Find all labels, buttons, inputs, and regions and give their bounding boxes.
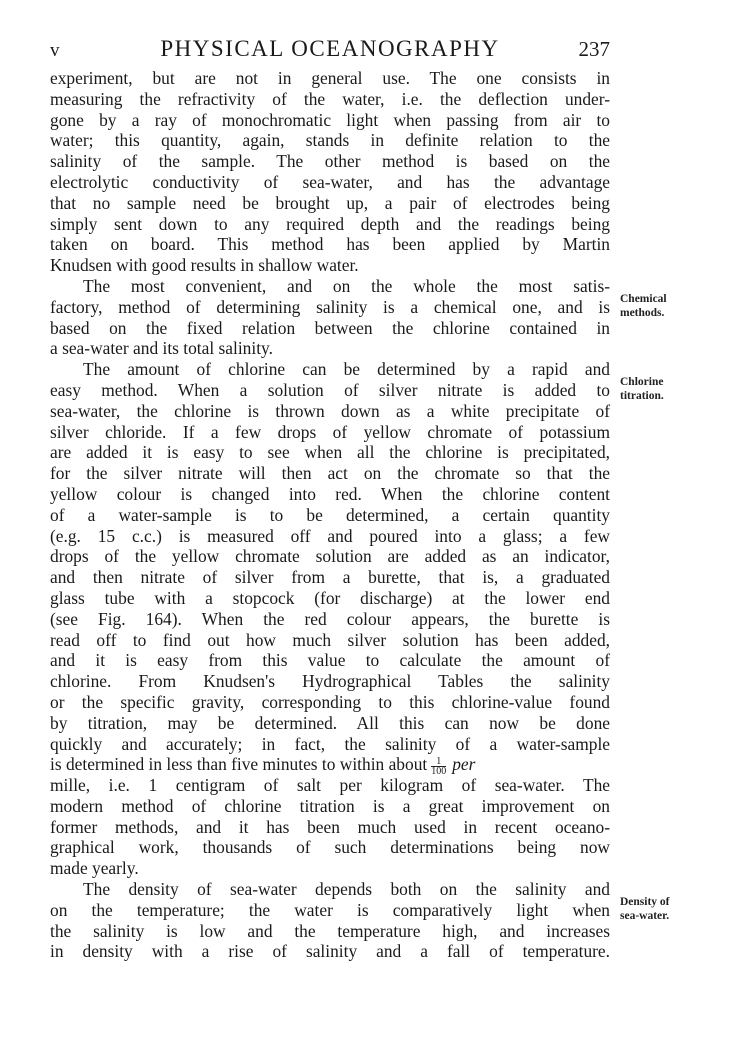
text-line: yellow colour is changed into red. When the chlorine content (50, 483, 610, 504)
running-header (50, 36, 610, 70)
text-line: salinity of the sample. The other method is based on the (50, 151, 610, 172)
text-line: silver chloride. If a few drops of yellow chromate of potassium (50, 421, 610, 442)
text-line: are added it is easy to see when all the chlorine is precipitated, (50, 442, 610, 463)
text-line-start: is determined in less than five minutes to within about (50, 754, 428, 775)
fraction-one-hundredth (431, 757, 446, 776)
text-line: for the silver nitrate will then act on the chromate so that the (50, 463, 610, 484)
text-line: measuring the refractivity of the water, i.e. the deflection under- (50, 88, 610, 109)
text-line: by titration, may be determined. All this can now be done (50, 712, 610, 733)
text-line: electrolytic conductivity of sea-water, and has the advantage (50, 171, 610, 192)
text-line: read off to find out how much silver solution has been added, (50, 629, 610, 650)
text-line: that no sample need be brought up, a pair of electrodes being (50, 192, 610, 213)
text-line: modern method of chlorine titration is a great improvement on (50, 795, 610, 816)
text-line: in density with a rise of salinity and a fall of temperature. (50, 941, 610, 962)
text-line: sea-water, the chlorine is thrown down as a white precipitate of (50, 400, 610, 421)
text-line: simply sent down to any required depth and the readings being (50, 213, 610, 234)
sidenote-line: Chemical (620, 293, 667, 305)
text-line: mille, i.e. 1 centigram of salt per kilogram of sea-water. The (50, 775, 610, 796)
text-line: graphical work, thousands of such determinations being now (50, 837, 610, 858)
sidenote-line: sea-water. (620, 910, 670, 922)
text-line: factory, method of determining salinity is a chemical one, and is (50, 296, 610, 317)
fraction-denominator: 100 (431, 765, 447, 777)
text-line: easy method. When a solution of silver nitrate is added to (50, 379, 610, 400)
sidenote-density-of-sea-water (620, 895, 670, 923)
sidenote-line: methods. (620, 307, 665, 319)
text-line: The amount of chlorine can be determined by a rapid and (83, 359, 610, 380)
text-line: water; this quantity, again, stands in definite relation to the (50, 130, 610, 151)
sidenote-chemical-methods (620, 292, 667, 320)
text-line: quickly and accurately; in fact, the salinity of a water-sample (50, 733, 610, 754)
text-line: based on the fixed relation between the chlorine contained in (50, 317, 610, 338)
text-line: (e.g. 15 c.c.) is measured off and poured into a glass; a few (50, 525, 610, 546)
text-line: chlorine. From Knudsen's Hydrographical Tables the salinity (50, 671, 610, 692)
text-line: The density of sea-water depends both on the salinity and (83, 879, 610, 900)
text-line: (see Fig. 164). When the red colour appears, the burette is (50, 608, 610, 629)
text-line: and it is easy from this value to calculate the amount of (50, 650, 610, 671)
text-line: former methods, and it has been much used in recent oceano- (50, 816, 610, 837)
text-line: glass tube with a stopcock (for discharge) at the lower end (50, 587, 610, 608)
italic-per: per (452, 754, 476, 775)
text-line: on the temperature; the water is comparatively light when (50, 899, 610, 920)
sidenote-line: titration. (620, 390, 664, 402)
body-text (50, 68, 610, 962)
text-line-with-fraction (50, 754, 610, 775)
text-line: The most convenient, and on the whole the most satis- (83, 275, 610, 296)
text-line: Knudsen with good results in shallow water. (50, 255, 359, 276)
text-line: made yearly. (50, 858, 139, 879)
text-line: and then nitrate of silver from a burette, that is, a graduated (50, 567, 610, 588)
text-line: gone by a ray of monochromatic light when passing from air to (50, 109, 610, 130)
text-line: taken on board. This method has been applied by Martin (50, 234, 610, 255)
text-line: or the specific gravity, corresponding to this chlorine-value found (50, 691, 610, 712)
chapter-number: v (50, 40, 60, 61)
text-line: experiment, but are not in general use. The one consists in (50, 68, 610, 88)
page-number: 237 (578, 37, 610, 61)
sidenote-chlorine-titration (620, 375, 664, 403)
sidenote-line: Chlorine (620, 376, 664, 388)
fraction-numerator: 1 (431, 757, 446, 767)
text-line: a sea-water and its total salinity. (50, 338, 273, 359)
text-line: drops of the yellow chromate solution are added as an indicator, (50, 546, 610, 567)
text-line: the salinity is low and the temperature high, and increases (50, 920, 610, 941)
sidenote-line: Density of (620, 896, 670, 908)
text-line: of a water-sample is to be determined, a certain quantity (50, 504, 610, 525)
running-title: PHYSICAL OCEANOGRAPHY (160, 36, 500, 61)
